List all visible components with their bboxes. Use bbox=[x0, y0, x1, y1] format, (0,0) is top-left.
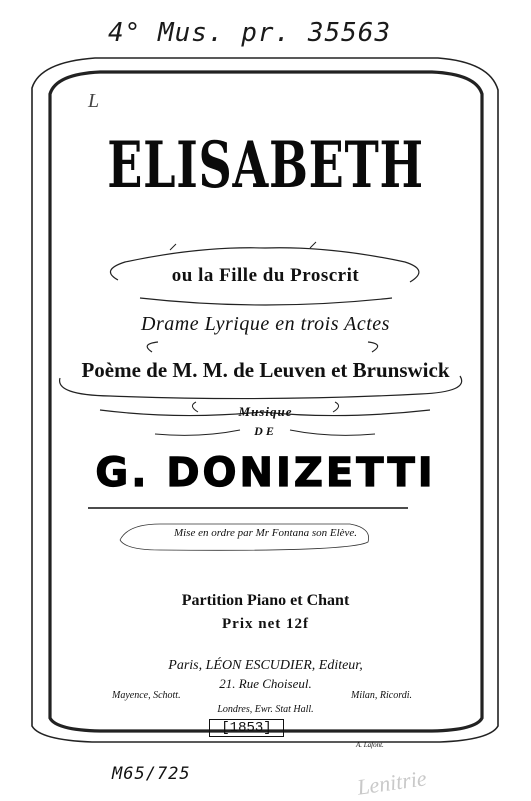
agent-mayence: Mayence, Schott. bbox=[112, 690, 181, 701]
page-title: ELISABETH bbox=[107, 128, 424, 203]
de-label: DE bbox=[254, 424, 277, 438]
price-label: Prix net 12f bbox=[222, 616, 309, 632]
faded-stamp: Lenitrie bbox=[355, 765, 429, 800]
score-type: Partition Piano et Chant bbox=[181, 592, 350, 609]
composer-name: G. DONIZETTI bbox=[95, 450, 436, 496]
date-box: [1853] bbox=[209, 719, 284, 737]
bottom-shelfmark: M65/725 bbox=[112, 764, 191, 784]
agent-milan: Milan, Ricordi. bbox=[350, 690, 412, 701]
arranger-credit: Mise en ordre par Mr Fontana son Elève. bbox=[173, 527, 358, 539]
genre-line: Drame Lyrique en trois Actes bbox=[141, 313, 390, 335]
subtitle: ou la Fille du Proscrit bbox=[171, 265, 360, 286]
musique-label: Musique bbox=[238, 404, 293, 419]
libretto-credit: Poème de M. M. de Leuven et Brunswick bbox=[81, 358, 450, 382]
agents-row bbox=[112, 690, 412, 701]
pencil-mark: L bbox=[88, 90, 100, 112]
engraver-credit: A. Lafont. bbox=[356, 741, 384, 749]
publisher-address: 21. Rue Choiseul. bbox=[219, 676, 312, 691]
tick-ornament bbox=[170, 242, 316, 250]
shelfmark-handwritten: 4° Mus. pr. 35563 bbox=[108, 18, 392, 48]
publisher-line: Paris, LÉON ESCUDIER, Editeur, bbox=[168, 658, 363, 673]
agent-london: Londres, Ewr. Stat Hall. bbox=[217, 704, 314, 715]
